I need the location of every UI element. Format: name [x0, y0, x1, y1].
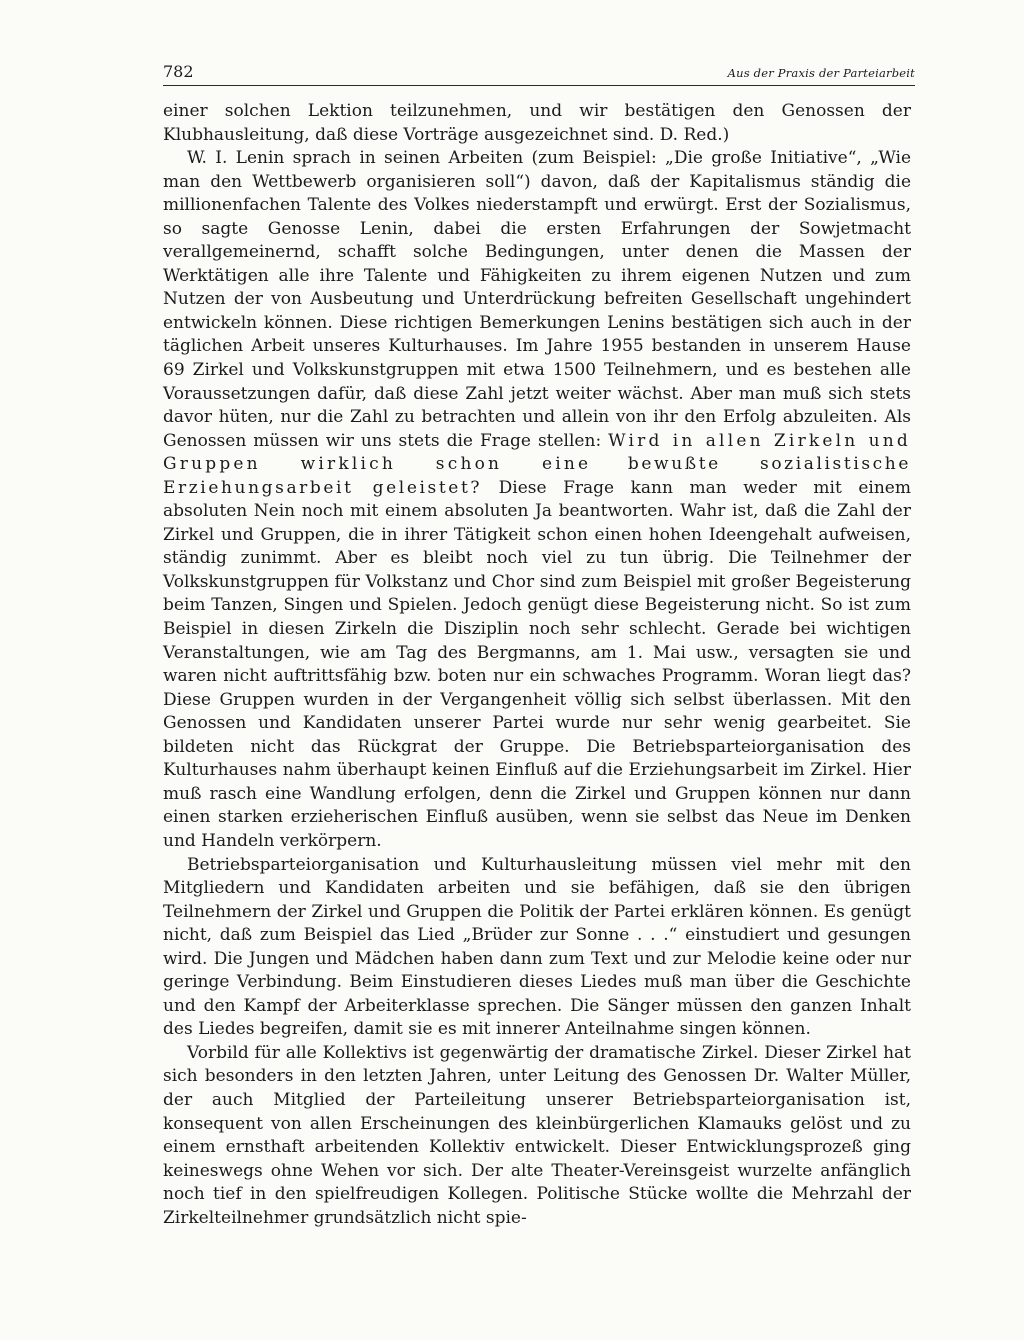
- page-header: [163, 62, 915, 86]
- paragraph-text: W. I. Lenin sprach in seinen Arbeiten (zum Beispiel: „Die große Initiative“, „Wie man den Wettbewerb organisieren soll“) davon, daß der Kapitalismus ständig die millionenfachen Talente des Volkes niederstampft und erwürgt. Erst der Sozialismus, so sagte Genosse Lenin, dabei die ersten Erfahrungen der Sowjetmacht verallgemeinernd, schafft solche Bedingungen, unter denen die Massen der Werktätigen alle ihre Talente und Fähigkeiten zu ihrem eigenen Nutzen und zum Nutzen der von Ausbeutung und Unterdrückung befreiten Gesellschaft ungehindert entwickeln können. Diese richtigen Bemerkungen Lenins bestätigen sich auch in der täglichen Arbeit unseres Kulturhauses. Im Jahre 1955 bestanden in unserem Hause 69 Zirkel und Volkskunstgruppen mit etwa 1500 Teilnehmern, und es bestehen alle Voraussetzungen dafür, daß diese Zahl jetzt weiter wächst. Aber man muß sich stets davor hüten, nur die Zahl zu betrachten und allein von ihr den Erfolg abzuleiten. Als Genossen müssen wir uns stets die Frage stellen:: [163, 148, 911, 451]
- paragraph: [163, 1042, 911, 1230]
- paragraph: [163, 854, 911, 1042]
- page-number: 782: [163, 62, 194, 81]
- spaced-emphasis: bewußte sozialistische Erziehungsarbeit geleistet?: [163, 454, 912, 498]
- paragraph-text: Diese Frage kann man weder mit einem absoluten Nein noch mit einem absoluten Ja beantworten. Wahr ist, daß die Zahl der Zirkel und Gruppen, die in ihrer Tätigkeit schon einen hohen Ideengehalt aufweisen, ständig zunimmt. Aber es bleibt noch viel zu tun übrig. Die Teilnehmer der Volkskunstgruppen für Volkstanz und Chor sind zum Beispiel mit großer Begeisterung beim Tanzen, Singen und Spielen. Jedoch genügt diese Begeisterung nicht. So ist zum Beispiel in diesen Zirkeln die Disziplin noch sehr schlecht. Gerade bei wichtigen Veranstaltungen, wie am Tag des Bergmanns, am 1. Mai usw., versagten sie und waren nicht auftrittsfähig bzw. boten nur ein schwaches Programm. Woran liegt das? Diese Gruppen wurden in der Vergangenheit völlig sich selbst überlassen. Mit den Genossen und Kandidaten unserer Partei wurde nur sehr wenig gearbeitet. Sie bildeten nicht das Rückgrat der Gruppe. Die Betriebsparteiorganisation des Kulturhauses nahm überhaupt keinen Einfluß auf die Erziehungsarbeit im Zirkel. Hier muß rasch eine Wandlung erfolgen, denn die Zirkel und Gruppen können nur dann einen starken erzieherischen Einfluß ausüben, wenn sie selbst das Neue im Denken und Handeln verkörpern.: [163, 477, 911, 851]
- paragraph-text: einer solchen Lektion teilzunehmen, und wir bestätigen den Genossen der Klubhausleitung, daß diese Vorträge ausgezeichnet sind. D. Red.): [163, 101, 911, 145]
- paragraph-text: Vorbild für alle Kollektivs ist gegenwärtig der dramatische Zirkel. Dieser Zirkel hat sich besonders in den letzten Jahren, unter Leitung des Genossen Dr. Walter Müller, der auch Mitglied der Parteileitung unserer Betriebsparteiorganisation ist, konsequent von allen Erscheinungen des kleinbürgerlichen Klamauks gelöst und zu einem ernsthaft arbeitenden Kollektiv entwickelt. Dieser Entwicklungsprozeß ging keineswegs ohne Wehen vor sich. Der alte Theater-Vereinsgeist wurzelte anfänglich noch tief in den spielfreudigen Kollegen. Politische Stücke wollte die Mehrzahl der Zirkelteilnehmer grundsätzlich nicht spie-: [163, 1042, 911, 1228]
- paragraph: [163, 100, 911, 147]
- body-text: [163, 100, 911, 1230]
- running-head: Aus der Praxis der Parteiarbeit: [727, 66, 915, 80]
- paragraph-text: Betriebsparteiorganisation und Kulturhausleitung müssen viel mehr mit den Mitgliedern und Kandidaten arbeiten und sie befähigen, daß sie den übrigen Teilnehmern der Zirkel und Gruppen die Politik der Partei erklären können. Es genügt nicht, daß zum Beispiel das Lied „Brüder zur Sonne . . .“ einstudiert und gesungen wird. Die Jungen und Mädchen haben dann zum Text und zur Melodie keine oder nur geringe Verbindung. Beim Einstudieren dieses Liedes muß man über die Geschichte und den Kampf der Arbeiterklasse sprechen. Die Sänger müssen den ganzen Inhalt des Liedes begreifen, damit sie es mit innerer Anteilnahme singen können.: [163, 854, 911, 1040]
- spaced-emphasis: Wird in allen Zirkeln und Gruppen wirklich schon eine: [163, 430, 911, 475]
- paragraph: [163, 147, 911, 853]
